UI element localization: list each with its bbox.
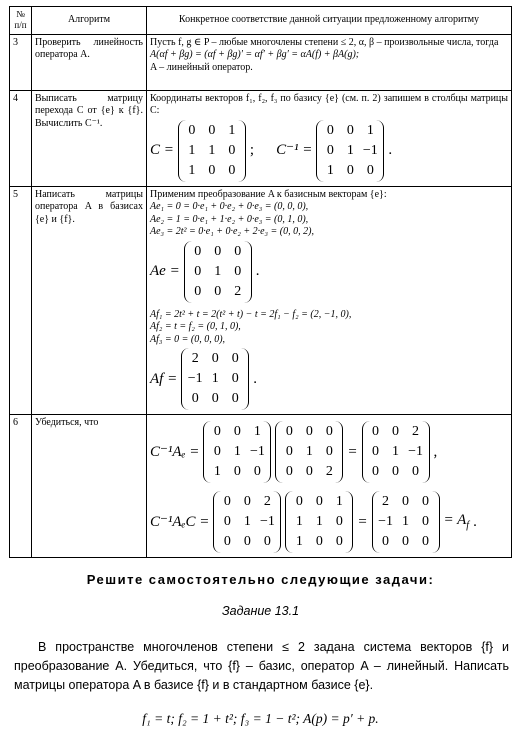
matrix-cell: 0 xyxy=(346,122,354,138)
matrix-cell: 0 xyxy=(412,464,420,479)
matrix-cell: 1 xyxy=(366,122,374,138)
result-af: = $A_f$ xyxy=(443,512,470,532)
matrix-cell: 1 xyxy=(214,263,222,279)
matrix-cell: 0 xyxy=(213,444,221,459)
matrix-cell: 0 xyxy=(194,243,202,259)
equation-line: Af₁ = 2t² + t = 2(t² + t) − t = 2f₁ − f₂ = (2, −1, 0), xyxy=(150,308,352,320)
matrix-cell: 1 xyxy=(243,514,251,529)
matrix-cell: 0 xyxy=(231,351,239,366)
matrix-cell: 0 xyxy=(188,122,196,138)
task-formula: f₁ = t; f₂ = 1 + t²; f₃ = 1 − t²; A(p) = p′ + p. xyxy=(142,711,379,726)
matrix-cell: 1 xyxy=(315,514,323,529)
matrix-label-ae: Ae = xyxy=(150,263,180,280)
matrix-cell: −1 xyxy=(249,444,265,459)
matrix-cell: 0 xyxy=(315,494,323,509)
matrix-cell: 0 xyxy=(214,283,222,299)
matrix-result xyxy=(362,421,430,483)
matrix-cell: 0 xyxy=(366,162,374,178)
matrix-cell: 0 xyxy=(285,444,293,459)
equation-line: Af₂ = t = f₂ = (0, 1, 0), xyxy=(150,321,241,332)
task-title: Задание 13.1 xyxy=(221,604,300,618)
matrix-cell: 0 xyxy=(234,243,242,259)
matrix-cell: 1 xyxy=(233,444,241,459)
row-algorithm: Проверить линейность оператора A. xyxy=(32,34,147,90)
matrix-cell: 0 xyxy=(191,391,199,406)
matrix-cell: 0 xyxy=(234,263,242,279)
matrix-cell: 1 xyxy=(335,494,343,509)
text-line: Применим преобразование A к базисным векторам {e}: xyxy=(150,188,387,200)
matrix-cell: 0 xyxy=(223,534,231,549)
text-line: A – линейный оператор. xyxy=(150,61,253,73)
matrix-cell: 0 xyxy=(223,514,231,529)
row-content xyxy=(147,186,512,415)
matrix-cell: 0 xyxy=(295,494,303,509)
punctuation: . xyxy=(473,513,477,530)
matrix-cell: 0 xyxy=(325,444,333,459)
matrix-cell: 2 xyxy=(412,424,420,439)
matrix-c-inverse xyxy=(203,421,271,483)
matrix-cell: 2 xyxy=(382,494,390,509)
matrix-cell: 0 xyxy=(305,464,313,479)
product-label: C⁻¹Aₑ = xyxy=(150,443,200,460)
matrix-cell: 0 xyxy=(228,162,236,178)
matrix-cell: 1 xyxy=(253,424,261,439)
equation-line: Af₃ = 0 = (0, 0, 0), xyxy=(150,333,226,345)
matrix-cell: 0 xyxy=(231,391,239,406)
row-content xyxy=(147,90,512,186)
matrix-cell: 0 xyxy=(211,391,219,406)
matrix-c xyxy=(178,120,246,182)
matrix-cell: 2 xyxy=(325,464,333,479)
row-content xyxy=(147,34,512,90)
matrix-cell: 0 xyxy=(223,494,231,509)
matrix-cell: 0 xyxy=(372,464,380,479)
row-num: 5 xyxy=(10,186,32,415)
row-num: 4 xyxy=(10,90,32,186)
matrix-cell: 2 xyxy=(234,283,242,299)
equation-line: Ae₁ = 0 = 0·e₁ + 0·e₂ + 0·e₃ = (0, 0, 0), xyxy=(150,201,309,212)
matrix-cell: 0 xyxy=(228,142,236,158)
matrix-cell: 0 xyxy=(263,534,271,549)
matrix-row: C⁻¹Aₑ = 0 0 1 0 1 −1 1 0 0 0 0 0 0 1 0 0 0 2 = 0 0 2 0 1 −1 0 0 0 , xyxy=(150,421,508,483)
punctuation: . xyxy=(388,142,393,159)
equation-line: Ae₂ = 1 = 0·e₁ + 1·e₂ + 0·e₃ = (0, 1, 0), xyxy=(150,213,309,225)
table-header-row xyxy=(10,7,512,35)
matrix-cell: 1 xyxy=(326,162,334,178)
matrix-cell: 0 xyxy=(243,494,251,509)
punctuation: ; xyxy=(249,142,255,159)
matrix-cell: 0 xyxy=(305,424,313,439)
matrix-cell: 0 xyxy=(194,283,202,299)
algorithm-table xyxy=(9,6,512,558)
matrix-c xyxy=(285,491,353,553)
matrix-cell: 0 xyxy=(285,464,293,479)
matrix-label-af: Af = xyxy=(150,370,178,387)
matrix-label-c-inverse: C⁻¹ = xyxy=(276,142,313,159)
matrix-ae xyxy=(275,421,343,483)
matrix-cell: 0 xyxy=(346,162,354,178)
matrix-cell: 0 xyxy=(213,424,221,439)
task-paragraph: В пространстве многочленов степени ≤ 2 задана система векторов {f} и преобразование A. Убедиться, что {f} – базис, оператор A – линейный. Написать матрицы оператора A в базисе {f} и в стандартном базисе {e}. xyxy=(14,640,509,692)
header-correspondence: Конкретное соответствие данной ситуации предложенному алгоритму xyxy=(147,7,512,35)
matrix-product xyxy=(213,491,281,553)
matrix-cell: −1 xyxy=(378,514,393,529)
matrix-cell: 0 xyxy=(325,424,333,439)
matrix-cell: −1 xyxy=(408,444,423,459)
matrix-cell: 0 xyxy=(233,464,241,479)
matrix-row: C⁻¹AₑC = 0 0 2 0 1 −1 0 0 0 0 0 1 1 1 0 1 0 0 = 2 0 0 −1 1 0 0 0 0 = $A_f$ . xyxy=(150,491,508,553)
matrix-cell: 0 xyxy=(243,534,251,549)
matrix-cell: 0 xyxy=(208,122,216,138)
row-num: 3 xyxy=(10,34,32,90)
matrix-cell: 0 xyxy=(208,162,216,178)
table-row xyxy=(10,34,512,90)
row-content xyxy=(147,415,512,558)
matrix-cell: 1 xyxy=(295,514,303,529)
header-num: № п/п xyxy=(10,7,32,35)
matrix-cell: 0 xyxy=(315,534,323,549)
matrix-cell: 0 xyxy=(326,122,334,138)
matrix-af xyxy=(181,348,249,410)
matrix-cell: 0 xyxy=(211,351,219,366)
matrix-cell: 0 xyxy=(285,424,293,439)
matrix-cell: 0 xyxy=(326,142,334,158)
matrix-cell: 0 xyxy=(392,464,400,479)
text-line: Пусть f, g ∈ P – любые многочлены степени ≤ 2, α, β – произвольные числа, тогда xyxy=(150,36,499,48)
matrix-cell: 0 xyxy=(402,494,410,509)
row-num: 6 xyxy=(10,415,32,558)
table-row xyxy=(10,186,512,415)
row-algorithm: Написать матрицы оператора A в базисах {e} и {f}. xyxy=(32,186,147,415)
matrix-cell: 1 xyxy=(211,371,219,386)
matrix-cell: 0 xyxy=(422,494,430,509)
matrix-cell: 0 xyxy=(335,534,343,549)
equation-line: Ae₃ = 2t² = 0·e₁ + 0·e₂ + 2·e₃ = (0, 0, 2), xyxy=(150,226,314,237)
header-algorithm: Алгоритм xyxy=(32,7,147,35)
matrix-row xyxy=(150,348,508,410)
table-row xyxy=(10,415,512,558)
row-algorithm: Убедиться, что xyxy=(32,415,147,558)
matrix-cell: 0 xyxy=(231,371,239,386)
matrix-cell: 0 xyxy=(335,514,343,529)
matrix-cell: 1 xyxy=(188,142,196,158)
matrix-cell: 1 xyxy=(295,534,303,549)
matrix-cell: 0 xyxy=(422,534,430,549)
matrix-cell: 0 xyxy=(214,243,222,259)
matrix-cell: 2 xyxy=(191,351,199,366)
matrix-cell: 0 xyxy=(372,444,380,459)
matrix-cell: 1 xyxy=(188,162,196,178)
matrix-cell: 2 xyxy=(263,494,271,509)
punctuation: . xyxy=(253,370,257,387)
matrix-cell: 1 xyxy=(208,142,216,158)
matrix-cell: 0 xyxy=(382,534,390,549)
matrix-cell: −1 xyxy=(362,142,378,158)
product-label: C⁻¹AₑC = xyxy=(150,513,210,530)
matrix-cell: 1 xyxy=(346,142,354,158)
matrix-cell: 0 xyxy=(402,534,410,549)
punctuation: , xyxy=(433,443,438,460)
matrix-cell: 1 xyxy=(402,514,410,529)
matrix-label-c: C = xyxy=(150,142,174,159)
row-algorithm: Выписать матрицу перехода C от {e} к {f}. Вычислить C⁻¹. xyxy=(32,90,147,186)
equation-line: A(αf + βg) = (αf + βg)′ = αf′ + βg′ = αA(f) + βA(g); xyxy=(150,49,360,60)
matrix-row xyxy=(150,120,508,182)
matrix-cell: −1 xyxy=(259,514,275,529)
matrix-cell: 0 xyxy=(372,424,380,439)
text-line: Координаты векторов f₁, f₂, f₃ по базису {e} (см. п. 2) запишем в столбцы матрицы C: xyxy=(150,92,508,116)
exercises-heading: Решите самостоятельно следующие задачи: xyxy=(86,572,435,587)
matrix-cell: 0 xyxy=(253,464,261,479)
matrix-cell: 0 xyxy=(422,514,430,529)
matrix-cell: 1 xyxy=(392,444,400,459)
matrix-cell: 1 xyxy=(213,464,221,479)
matrix-cell: 1 xyxy=(305,444,313,459)
table-row xyxy=(10,90,512,186)
punctuation: . xyxy=(255,263,260,280)
matrix-ae xyxy=(184,241,252,303)
matrix-cell: −1 xyxy=(187,371,203,386)
matrix-cell: 0 xyxy=(194,263,202,279)
matrix-cell: 0 xyxy=(392,424,400,439)
matrix-cell: 1 xyxy=(228,122,236,138)
matrix-row xyxy=(150,241,508,303)
matrix-cell: 0 xyxy=(233,424,241,439)
matrix-af xyxy=(372,491,440,553)
matrix-c-inverse xyxy=(316,120,384,182)
